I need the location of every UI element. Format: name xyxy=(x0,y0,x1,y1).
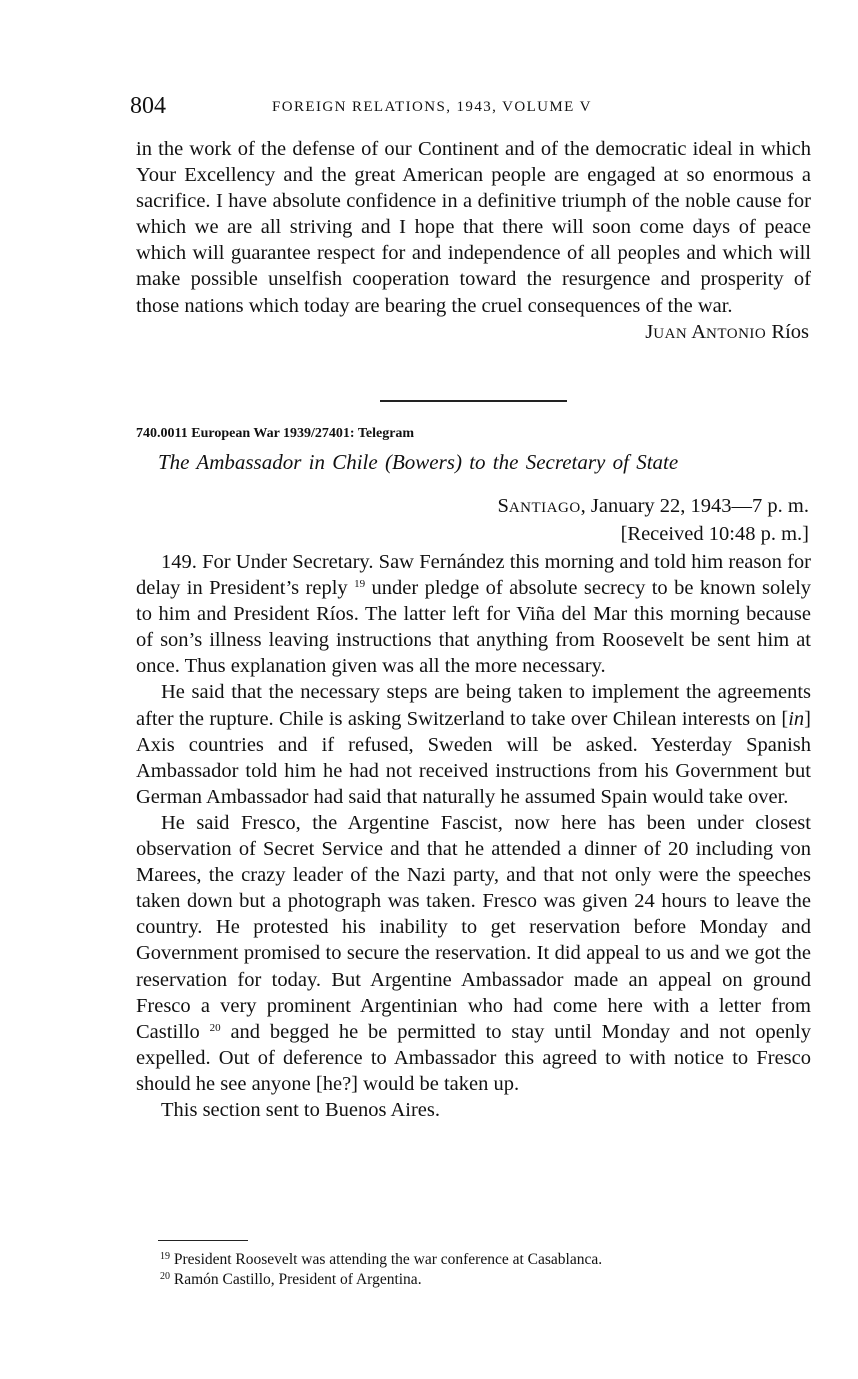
footnote-text: President Roosevelt was attending the war conference at Casablanca. xyxy=(173,1251,603,1268)
section-divider xyxy=(380,400,567,402)
body-paragraph-4: This section sent to Buenos Aires. xyxy=(161,1098,441,1121)
body-paragraph-3 xyxy=(136,810,811,1097)
file-reference: 740.0011 European War 1939/27401: Telegram xyxy=(136,426,415,441)
footnote-divider xyxy=(158,1240,248,1241)
signature-surname: Ríos xyxy=(771,320,809,343)
dateline-place-rest: ANTIAGO xyxy=(508,500,581,516)
footnote-ref-19: 19 xyxy=(354,578,366,591)
body-paragraph-2-text-a: He said that the necessary steps are being taken to implement the agreements after the rupture. Chile is asking Switzerland to take over Chilean interests on [ xyxy=(136,681,811,730)
footnote-marker: 20 xyxy=(160,1271,170,1282)
telegram-body xyxy=(136,549,811,1123)
dateline-place-initial: S xyxy=(497,495,509,517)
dateline-sent xyxy=(497,493,809,521)
footnote-ref-20: 20 xyxy=(209,1021,221,1034)
body-paragraph-2-text-b: ] Axis countries and if refused, Sweden will be asked. Yesterday Spanish Ambassador told him he had not received instructions from his Government but German Ambassador had said that naturally he assumed Spain would take over. xyxy=(136,707,811,808)
signature xyxy=(136,319,811,347)
running-head xyxy=(130,92,810,120)
running-title: FOREIGN RELATIONS, 1943, VOLUME V xyxy=(272,99,592,115)
signature-ntonio: NTONIO xyxy=(706,325,767,342)
body-paragraph-3-text-a: He said Fresco, the Argentine Fascist, now here has been under closest observation of Secret Service and that he attended a dinner of 20 including von Marees, the crazy leader of the Nazi party, and that not only were the speeches taken down but a photograph was taken. Fresco was given 24 hours to leave the country. He protested his inability to get reservation before Monday and Government promised to secure the reservation. It did appeal to us and we got the reservation for today. But Argentine Ambassador made an appeal on ground Fresco a very prominent Argentinian who had come here with a letter from Castillo xyxy=(136,811,811,1043)
body-paragraph-3-text-b: and begged he be permitted to stay until Monday and not openly expelled. Out of deference to Ambassador this agreed to with notice to Fresco should he see anyone [he?] would be taken up. xyxy=(136,1020,812,1095)
footnote-text: Ramón Castillo, President of Argentina. xyxy=(173,1271,422,1288)
document-title: The Ambassador in Chile (Bowers) to the Secretary of State xyxy=(158,450,679,474)
signature-uan: UAN xyxy=(653,325,688,342)
footnotes xyxy=(160,1250,810,1290)
continued-paragraph: in the work of the defense of our Continent and of the democratic ideal in which Your Excellency and the great American people are engaged at so enormous a sacrifice. I have absolute confidence in a definitive triumph of the noble cause for which we are all striving and I hope that there will soon come days of peace which will guarantee respect for and independence of all peoples and which will make possible unselfish cooperation toward the resurgence and prosperity of those nations which today are bearing the cruel consequences of the war. xyxy=(136,138,811,317)
body-paragraph-1-text-a: 149. For Under Secretary. Saw Fernández this morning and told him reason for delay in President’s reply xyxy=(136,551,811,600)
body-paragraph-1-text-b: under pledge of absolute secrecy to be known solely to him and President Ríos. The latter left for Viña del Mar this morning because of son’s illness leaving instructions that anything from Roosevelt be sent him at once. Thus explanation given was all the more necessary. xyxy=(136,577,812,678)
body-paragraph-1 xyxy=(136,549,811,679)
footnote-19 xyxy=(160,1250,810,1270)
signature-j: J xyxy=(645,320,654,343)
body-paragraph-2 xyxy=(136,679,811,809)
footnote-marker: 19 xyxy=(160,1251,170,1262)
continued-letter xyxy=(136,136,811,347)
body-paragraph-2-italic: in xyxy=(788,707,805,730)
dateline-received: [Received 10:48 p. m.] xyxy=(620,523,809,545)
page-number: 804 xyxy=(130,93,166,119)
signature-a: A xyxy=(691,320,707,343)
dateline-date: , January 22, 1943—7 p. m. xyxy=(580,495,809,517)
dateline xyxy=(497,493,809,547)
footnote-20 xyxy=(160,1270,810,1290)
